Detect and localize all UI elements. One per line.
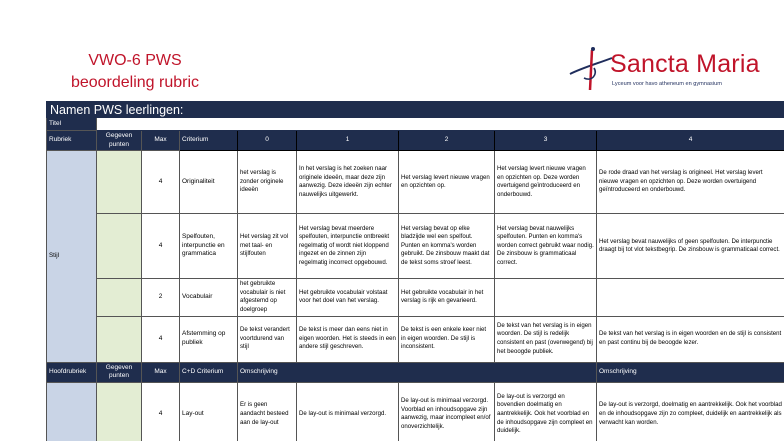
title-input[interactable] bbox=[97, 118, 784, 131]
level-3-cell: Het verslag bevat nauwelijks spelfouten. Punten en komma's worden correct gebruikt waar nodig. De zinsbouw is grammaticaal correct. bbox=[495, 214, 597, 279]
col-rubriek: Rubriek bbox=[47, 131, 97, 151]
level-4-cell: De tekst van het verslag is in eigen woorden en de stijl is consistent en past continu bij de beoogde lezer. bbox=[597, 316, 784, 362]
punten-input[interactable] bbox=[97, 316, 142, 362]
criterium-label: Vocabulair bbox=[180, 279, 238, 316]
level-3-cell: Het verslag levert nieuwe vragen en opzichten op. Deze worden overtuigend geïntroduceerd en onderbouwd. bbox=[495, 151, 597, 214]
col-punten: Gegeven punten bbox=[97, 131, 142, 151]
max-value: 4 bbox=[142, 151, 180, 214]
table-row bbox=[47, 316, 784, 362]
title-row bbox=[47, 118, 784, 131]
level-1-cell: In het verslag is het zoeken naar originele ideeën, maar deze zijn aanwezig. Deze ideeën zijn echter nauwelijks uitgewerkt. bbox=[297, 151, 399, 214]
level-2-cell: De tekst is een enkele keer niet in eigen woorden. De stijl is inconsistent. bbox=[399, 316, 495, 362]
level-4-cell: Het verslag bevat nauwelijks of geen spelfouten. De interpunctie draagt bij tot vlot tekstbegrip. De zinsbouw is grammaticaal correct. bbox=[597, 214, 784, 279]
level-2-cell: Het verslag levert nieuwe vragen en opzichten op. bbox=[399, 151, 495, 214]
punten-input[interactable] bbox=[97, 382, 142, 441]
title-line-1: VWO-6 PWS bbox=[88, 52, 182, 69]
col-criterium: C+D Criterium bbox=[180, 362, 238, 382]
punten-input[interactable] bbox=[97, 214, 142, 279]
criterium-label: Spelfouten, interpunctie en grammatica bbox=[180, 214, 238, 279]
col-level-2: 2 bbox=[399, 131, 495, 151]
title-line-2: beoordeling rubric bbox=[70, 74, 200, 91]
level-0-cell: Het verslag zit vol met taal- en stijlfouten bbox=[238, 214, 297, 279]
col-omschrijving-right: Omschrijving bbox=[597, 362, 784, 382]
punten-input[interactable] bbox=[97, 279, 142, 316]
level-4-cell: De lay-out is verzorgd, doelmatig en aantrekkelijk. Ook het voorblad en de inhoudsopgave zijn zo compleet, duidelijk en aantrekkelijk als verwacht kan worden. bbox=[597, 382, 784, 441]
table-row bbox=[47, 151, 784, 214]
col-max: Max bbox=[142, 131, 180, 151]
table-row bbox=[47, 382, 784, 441]
max-value: 4 bbox=[142, 214, 180, 279]
level-0-cell: het gebruikte vocabulair is niet afgestemd op doelgroep bbox=[238, 279, 297, 316]
col-omschrijving: Omschrijving bbox=[238, 362, 597, 382]
level-3-cell: De lay-out is verzorgd en bovendien doelmatig en aantrekkelijk. Ook het voorblad en de inhoudsopgave zijn compleet en duidelijk. bbox=[495, 382, 597, 441]
logo-emblem-icon bbox=[568, 44, 616, 94]
max-value: 4 bbox=[142, 382, 180, 441]
col-level-0: 0 bbox=[238, 131, 297, 151]
logo-name: Sancta Maria bbox=[610, 50, 760, 78]
criterium-label: Originaliteit bbox=[180, 151, 238, 214]
level-2-cell: De lay-out is minimaal verzorgd. Voorblad en inhoudsopgave zijn aanwezig, maar incompleet en/of onoverzichtelijk. bbox=[399, 382, 495, 441]
level-1-cell: De tekst is meer dan eens niet in eigen woorden. Het is steeds in een andere stijl geschreven. bbox=[297, 316, 399, 362]
table-row bbox=[47, 279, 784, 316]
level-2-cell: Het verslag bevat op elke bladzijde wel een spelfout. Punten en komma's worden gebruikt. De zinsbouw maakt dat de tekst soms stroef leest. bbox=[399, 214, 495, 279]
names-label: Namen PWS leerlingen: bbox=[47, 102, 784, 118]
col-level-1: 1 bbox=[297, 131, 399, 151]
col-level-4: 4 bbox=[597, 131, 784, 151]
level-3-cell bbox=[495, 279, 597, 316]
page-title bbox=[40, 50, 230, 94]
level-2-cell: Het gebruikte vocabulair in het verslag is rijk en gevarieerd. bbox=[399, 279, 495, 316]
level-3-cell: De tekst van het verslag is in eigen woorden. De stijl is redelijk consistent en past (overwegend) bij het beoogde publiek. bbox=[495, 316, 597, 362]
level-1-cell: Het verslag bevat meerdere spelfouten, interpunctie ontbreekt regelmatig of wordt niet kloppend ingezet en de zinnen zijn regelmatig incorrect opgebouwd. bbox=[297, 214, 399, 279]
level-4-cell: De rode draad van het verslag is origineel. Het verslag levert nieuwe vragen en opzichten op. Deze worden overtuigend geïntroduceerd en onderbouwd. bbox=[597, 151, 784, 214]
rubriek-empty bbox=[47, 382, 97, 441]
logo-subtitle: Lyceum voor havo atheneum en gymnasium bbox=[612, 81, 722, 87]
col-max: Max bbox=[142, 362, 180, 382]
table-row bbox=[47, 214, 784, 279]
level-0-cell: het verslag is zonder originele ideeën bbox=[238, 151, 297, 214]
col-hoofdrubriek: Hoofdrubriek bbox=[47, 362, 97, 382]
col-punten: Gegeven punten bbox=[97, 362, 142, 382]
level-4-cell bbox=[597, 279, 784, 316]
names-row bbox=[47, 102, 784, 118]
rubric-table bbox=[46, 101, 784, 441]
criterium-label: Lay-out bbox=[180, 382, 238, 441]
rubriek-stijl: Stijl bbox=[47, 151, 97, 362]
col-criterium: Criterium bbox=[180, 131, 238, 151]
level-1-cell: Het gebruikte vocabulair volstaat voor het doel van het verslag. bbox=[297, 279, 399, 316]
section-header-row bbox=[47, 362, 784, 382]
criterium-label: Afstemming op publiek bbox=[180, 316, 238, 362]
column-header-row bbox=[47, 131, 784, 151]
punten-input[interactable] bbox=[97, 151, 142, 214]
max-value: 2 bbox=[142, 279, 180, 316]
level-0-cell: De tekst verandert voortdurend van stijl bbox=[238, 316, 297, 362]
max-value: 4 bbox=[142, 316, 180, 362]
level-1-cell: De lay-out is minimaal verzorgd. bbox=[297, 382, 399, 441]
col-level-3: 3 bbox=[495, 131, 597, 151]
level-0-cell: Er is geen aandacht besteed aan de lay-out bbox=[238, 382, 297, 441]
school-logo bbox=[568, 44, 778, 100]
title-label: Titel bbox=[47, 118, 97, 131]
